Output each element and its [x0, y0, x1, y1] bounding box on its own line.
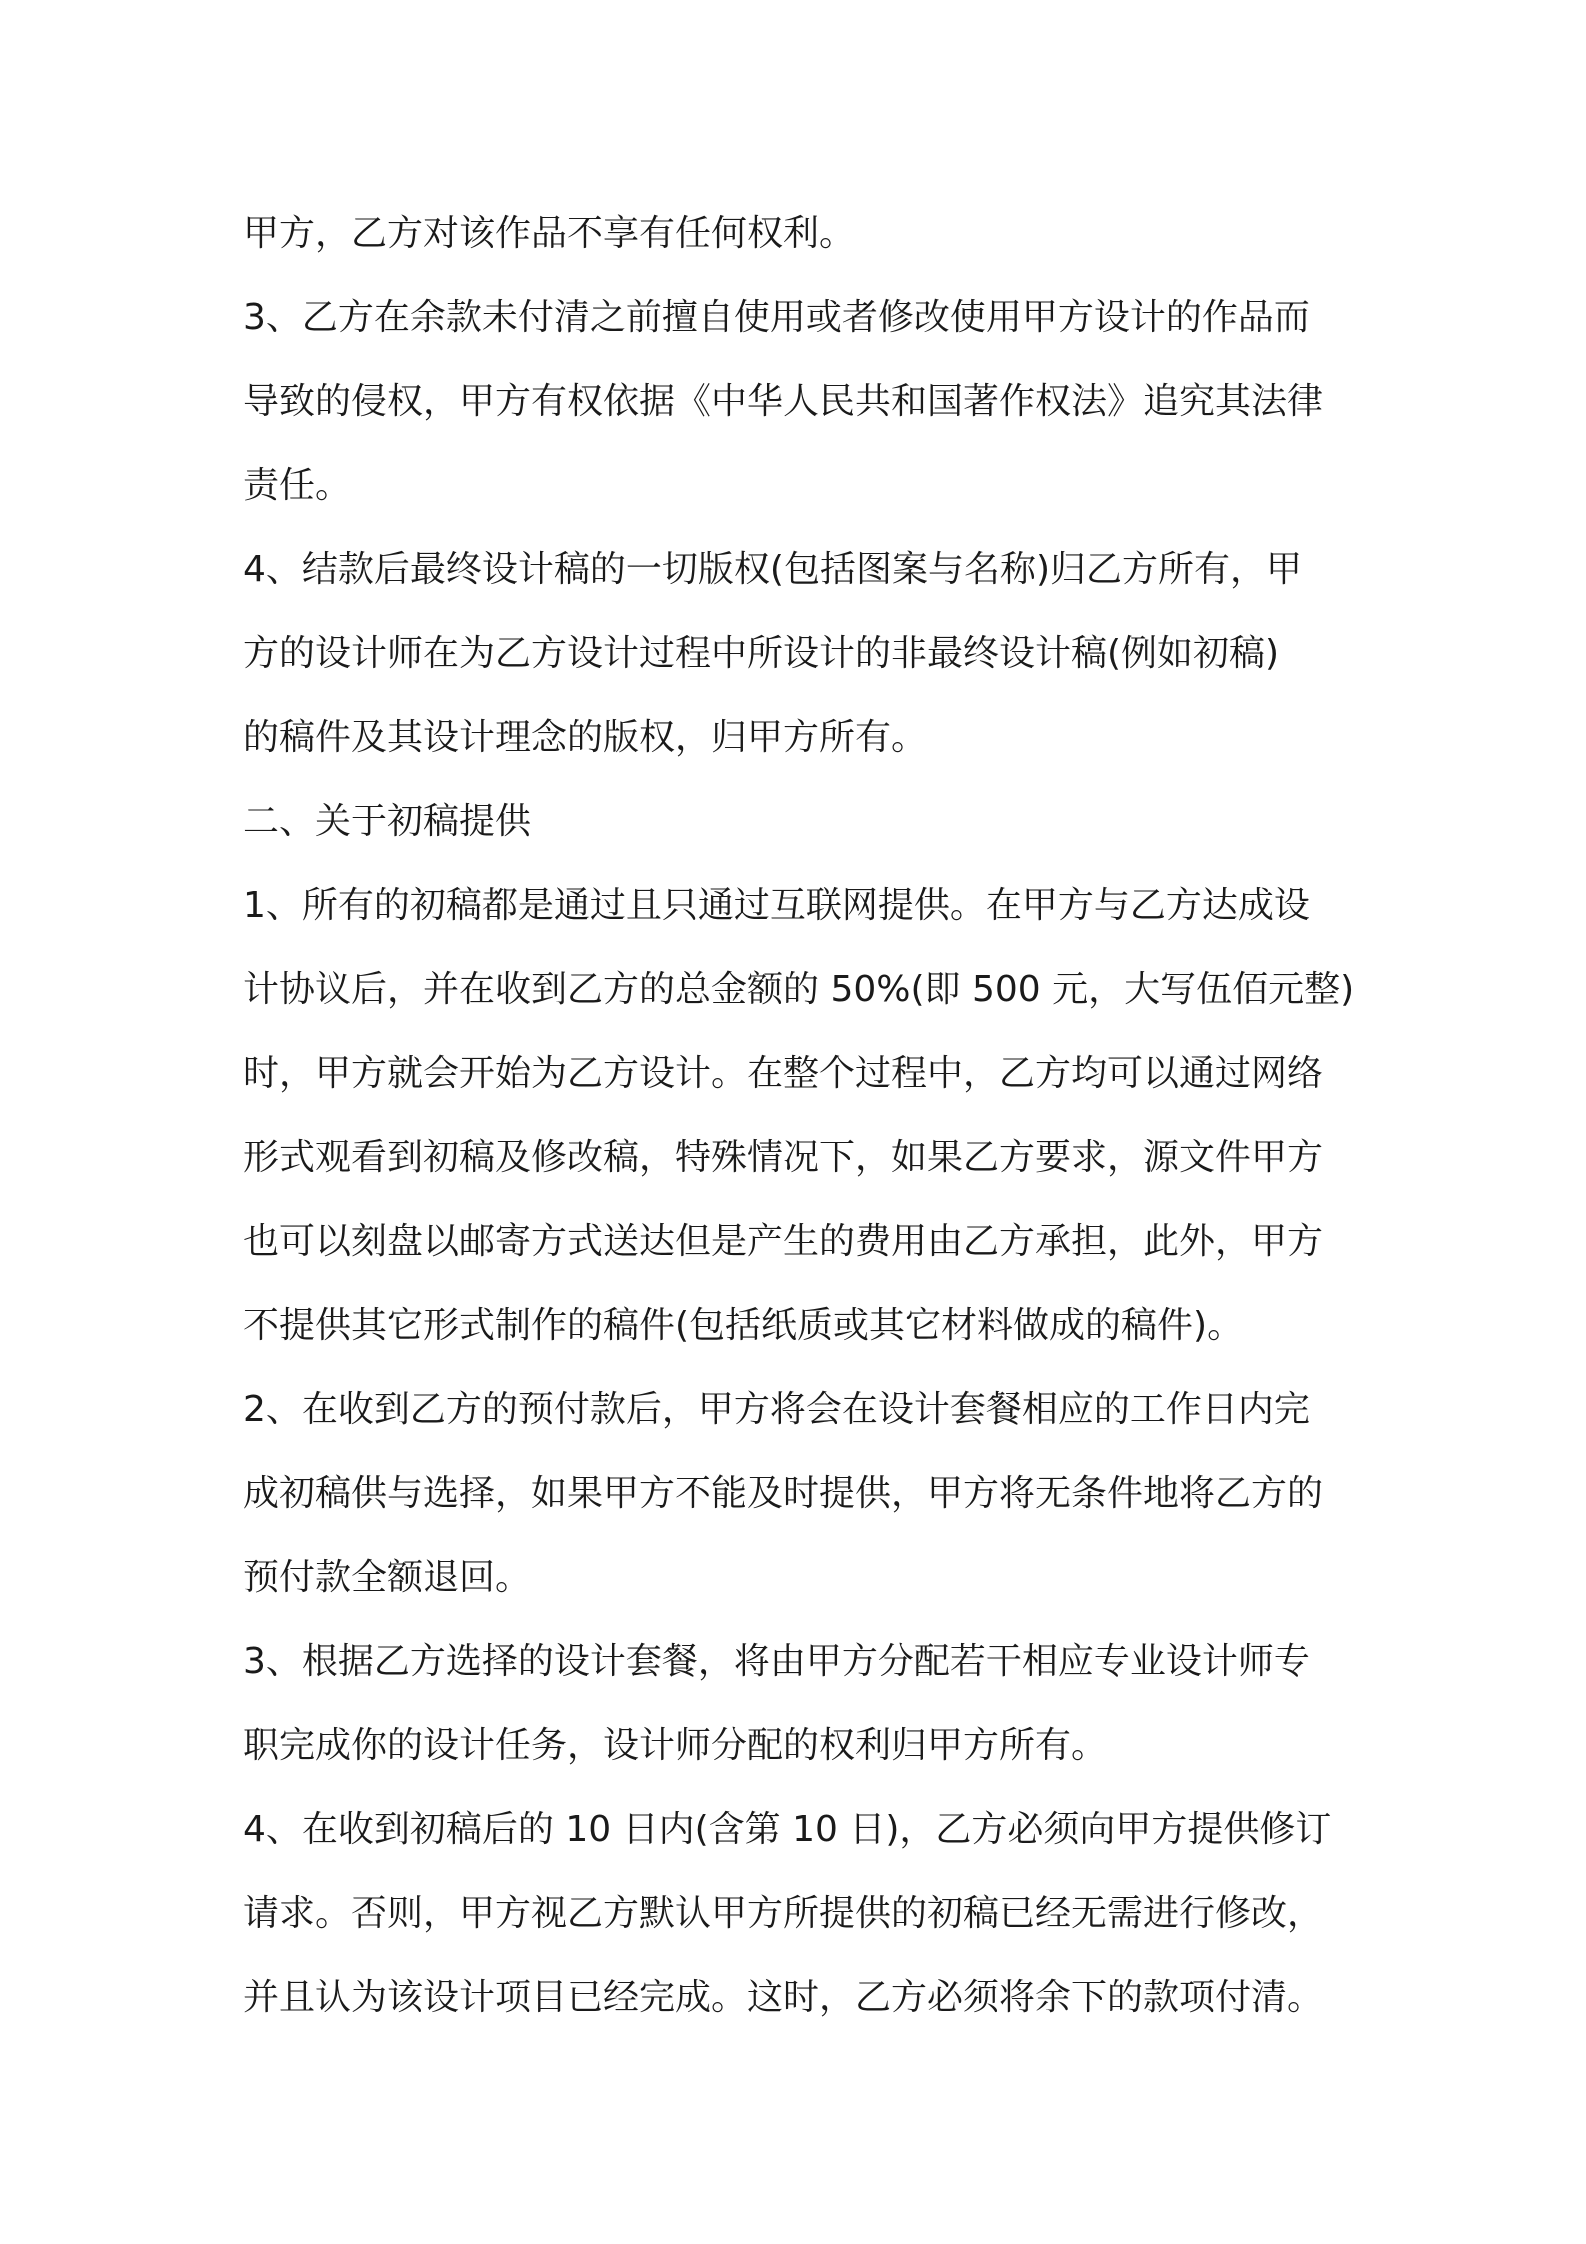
text-line: 职完成你的设计任务，设计师分配的权利归甲方所有。 — [243, 1725, 1108, 1766]
text-line: 也可以刻盘以邮寄方式送达但是产生的费用由乙方承担，此外，甲方 — [243, 1221, 1324, 1262]
text-line: 成初稿供与选择，如果甲方不能及时提供，甲方将无条件地将乙方的 — [243, 1473, 1324, 1514]
text-line: 不提供其它形式制作的稿件(包括纸质或其它材料做成的稿件)。 — [243, 1305, 1244, 1346]
section-heading: 二、关于初稿提供 — [243, 801, 532, 842]
text-line: 3、乙方在余款未付清之前擅自使用或者修改使用甲方设计的作品而 — [243, 297, 1310, 338]
text-line: 责任。 — [243, 465, 352, 506]
text-line: 2、在收到乙方的预付款后，甲方将会在设计套餐相应的工作日内完 — [243, 1389, 1310, 1430]
text-line: 导致的侵权，甲方有权依据《中华人民共和国著作权法》追究其法律 — [243, 381, 1324, 422]
document-body — [243, 192, 1358, 2040]
text-line: 4、在收到初稿后的 10 日内(含第 10 日)，乙方必须向甲方提供修订 — [243, 1809, 1332, 1850]
text-line: 1、所有的初稿都是通过且只通过互联网提供。在甲方与乙方达成设 — [243, 885, 1310, 926]
text-line: 请求。否则，甲方视乙方默认甲方所提供的初稿已经无需进行修改， — [243, 1893, 1324, 1934]
text-line: 计协议后，并在收到乙方的总金额的 50%(即 500 元，大写伍佰元整) — [243, 969, 1355, 1010]
text-line: 预付款全额退回。 — [243, 1557, 532, 1598]
text-line: 形式观看到初稿及修改稿，特殊情况下，如果乙方要求，源文件甲方 — [243, 1137, 1324, 1178]
text-line: 甲方，乙方对该作品不享有任何权利。 — [243, 213, 856, 254]
text-line: 的稿件及其设计理念的版权，归甲方所有。 — [243, 717, 928, 758]
text-line: 4、结款后最终设计稿的一切版权(包括图案与名称)归乙方所有，甲 — [243, 549, 1302, 590]
text-line: 3、根据乙方选择的设计套餐，将由甲方分配若干相应专业设计师专 — [243, 1641, 1310, 1682]
text-line: 方的设计师在为乙方设计过程中所设计的非最终设计稿(例如初稿) — [243, 633, 1280, 674]
text-line: 并且认为该设计项目已经完成。这时，乙方必须将余下的款项付清。 — [243, 1977, 1324, 2018]
text-line: 时，甲方就会开始为乙方设计。在整个过程中，乙方均可以通过网络 — [243, 1053, 1324, 1094]
